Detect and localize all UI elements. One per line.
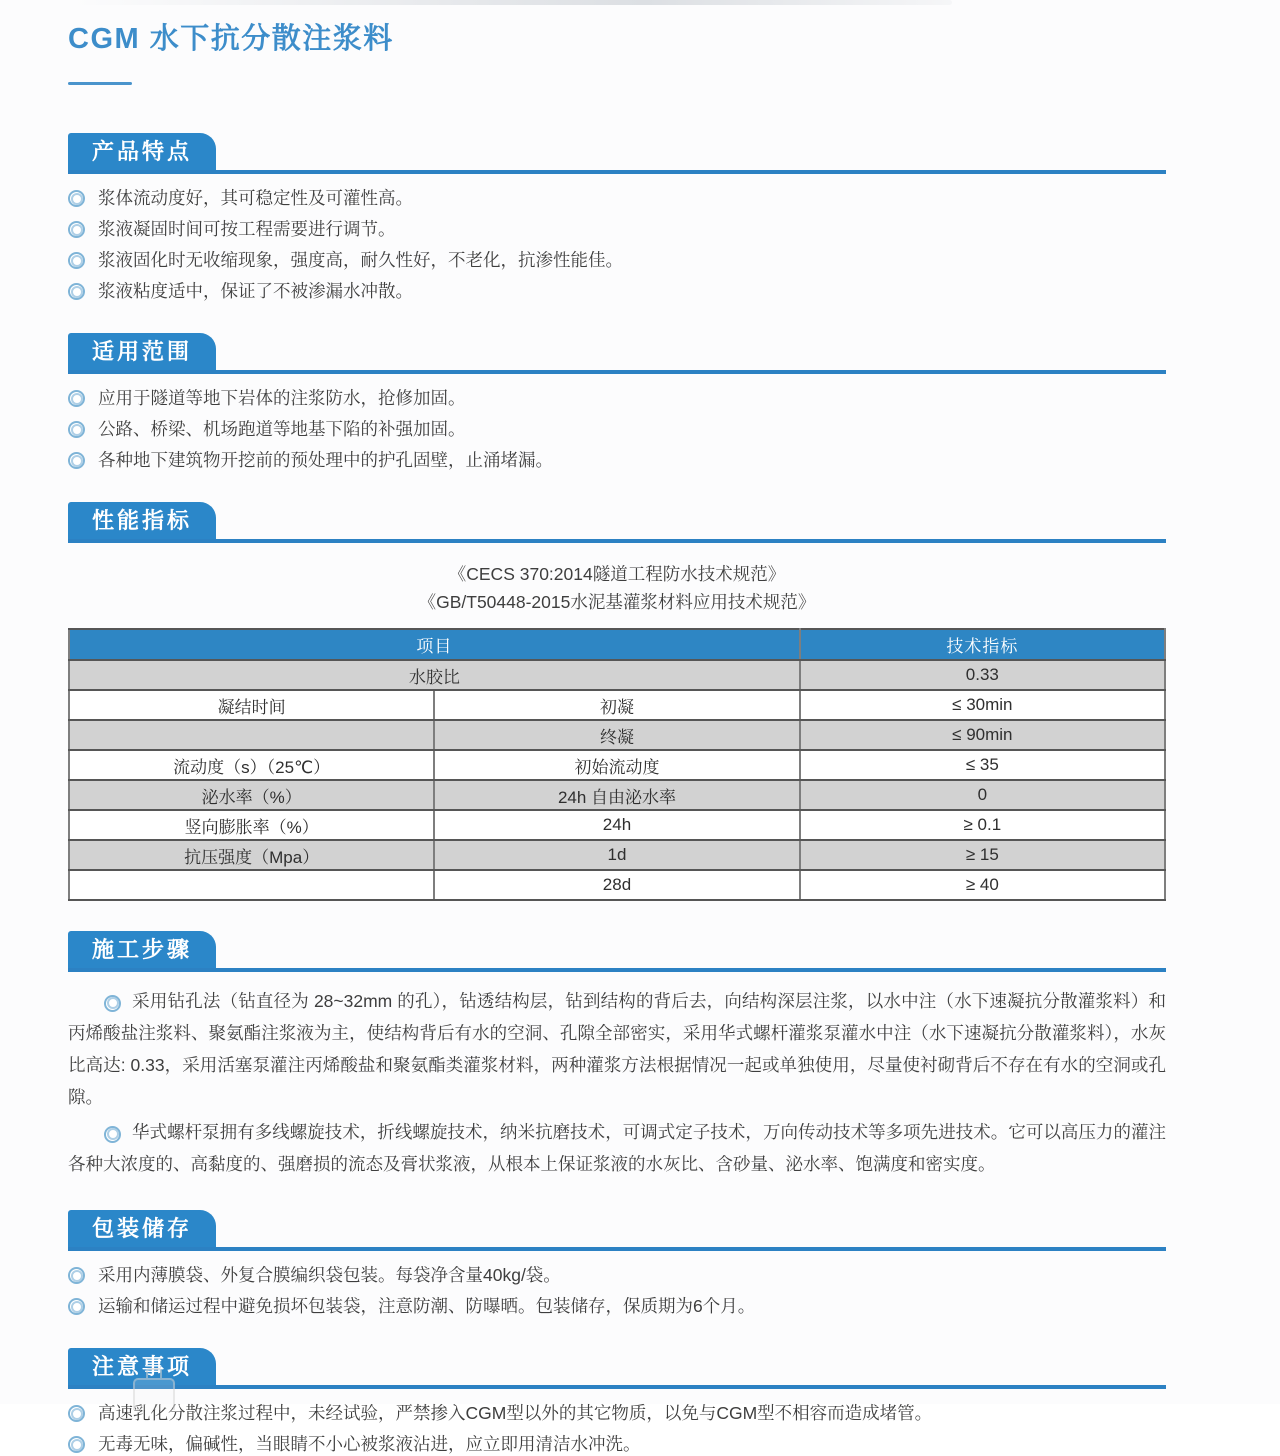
bullet-text: 浆液固化时无收缩现象，强度高，耐久性好，不老化，抗渗性能佳。 [98,250,623,270]
table-cell: 抗压强度（Mpa） [69,840,434,870]
bullet-text: 应用于隧道等地下岩体的注浆防水，抢修加固。 [98,388,466,408]
table-row [69,660,1165,690]
bullet-text: 浆液凝固时间可按工程需要进行调节。 [98,219,396,239]
table-cell: 终凝 [434,720,799,750]
table-cell: 24h [434,810,799,840]
circle-bullet-icon [68,283,85,300]
table-cell: 初始流动度 [434,750,799,780]
bottle-cap-outline [146,1368,162,1378]
section-header-rule [68,1348,1166,1389]
section-header-rule [68,133,1166,174]
section-header-rule [68,931,1166,972]
table-cell: 0.33 [800,660,1165,690]
table-cell: ≥ 15 [800,840,1165,870]
standard-reference: 《CECS 370:2014隧道工程防水技术规范》 [448,564,786,584]
section-packaging [68,1210,1166,1318]
performance-table [68,628,1166,901]
section-body [68,1251,1166,1318]
section-steps [68,931,1166,1180]
table-cell: 水胶比 [69,660,800,690]
section-heading-badge: 适用范围 [68,333,216,370]
table-row [69,750,1165,780]
bullet-item [68,449,1166,472]
circle-bullet-icon [104,1126,121,1143]
paragraph-text: 采用钻孔法（钻直径为 28~32mm 的孔），钻透结构层，钻到结构的背后去，向结构深层注浆，以水中注（水下速凝抗分散灌浆料）和丙烯酸盐注浆料、聚氨酯注浆液为主，使结构背后有水的空洞、孔隙全部密实，采用华式螺杆灌浆泵灌水中注（水下速凝抗分散灌浆料），水灰比高达: 0.33，采用活塞泵灌注丙烯酸盐和聚氨酯类灌浆材料，两种灌浆方法根据情况一起或单独使用，尽量使衬砌背后不存在有水的空洞或孔隙。 [68,991,1166,1107]
circle-bullet-icon [68,252,85,269]
table-row [69,840,1165,870]
bullet-item [68,249,1166,272]
circle-bullet-icon [68,421,85,438]
table-row [69,720,1165,750]
table-row [69,780,1165,810]
bullet-item [68,1264,1166,1287]
scan-artifact [72,0,952,5]
section-heading-badge: 产品特点 [68,133,216,170]
circle-bullet-icon [68,1436,85,1453]
circle-bullet-icon [68,452,85,469]
section-body [68,174,1166,303]
circle-bullet-icon [68,221,85,238]
title-underline [68,82,132,85]
bullet-item [68,218,1166,241]
table-row [69,810,1165,840]
table-cell: 竖向膨胀率（%） [69,810,434,840]
section-performance [68,502,1166,901]
bullet-item [68,280,1166,303]
table-cell: ≤ 90min [800,720,1165,750]
standard-reference: 《GB/T50448-2015水泥基灌浆材料应用技术规范》 [418,592,816,612]
section-heading-badge: 包装储存 [68,1210,216,1247]
section-body [68,972,1166,1180]
circle-bullet-icon [68,390,85,407]
table-header-cell: 技术指标 [800,629,1165,660]
bullet-text: 各种地下建筑物开挖前的预处理中的护孔固壁，止涌堵漏。 [98,450,553,470]
section-header-rule [68,502,1166,543]
standards-block [68,560,1166,616]
circle-bullet-icon [68,1267,85,1284]
section-header-rule [68,333,1166,374]
circle-bullet-icon [68,1298,85,1315]
sections-container [68,133,1166,1456]
bottle-watermark [128,1368,180,1412]
section-body [68,543,1166,901]
table-cell: 初凝 [434,690,799,720]
section-notes [68,1348,1166,1456]
bullet-text: 浆体流动度好，其可稳定性及可灌性高。 [98,188,413,208]
table-header-row [69,629,1165,660]
circle-bullet-icon [104,995,121,1012]
paragraph-text: 华式螺杆泵拥有多线螺旋技术，折线螺旋技术，纳米抗磨技术，可调式定子技术，万向传动技术等多项先进技术。它可以高压力的灌注各种大浓度的、高黏度的、强磨损的流态及膏状浆液，从根本上保证浆液的水灰比、含砂量、泌水率、饱满度和密实度。 [68,1122,1166,1174]
section-heading-badge: 性能指标 [68,502,216,539]
section-body [68,374,1166,472]
page-title: CGM 水下抗分散注浆料 [68,23,394,55]
section-body [68,1389,1166,1456]
table-cell: 凝结时间 [69,690,434,720]
table-cell [69,870,434,900]
paragraph [68,1116,1166,1180]
bullet-text: 无毒无味，偏碱性，当眼睛不小心被浆液沾进，应立即用清洁水冲洗。 [98,1434,641,1454]
bullet-item [68,187,1166,210]
bullet-text: 高速乳化分散注浆过程中，未经试验，严禁掺入CGM型以外的其它物质，以免与CGM型不相容而造成堵管。 [98,1403,933,1423]
bullet-text: 采用内薄膜袋、外复合膜编织袋包装。每袋净含量40kg/袋。 [98,1265,561,1285]
table-cell [69,720,434,750]
bullet-item [68,1402,1166,1425]
section-header-rule [68,1210,1166,1251]
table-cell: 流动度（s）（25℃） [69,750,434,780]
table-cell: ≥ 0.1 [800,810,1165,840]
section-heading-badge: 施工步骤 [68,931,216,968]
paragraph [68,985,1166,1113]
bullet-text: 公路、桥梁、机场跑道等地基下陷的补强加固。 [98,419,466,439]
bullet-text: 运输和储运过程中避免损坏包装袋，注意防潮、防曝晒。包装储存，保质期为6个月。 [98,1296,756,1316]
table-cell: 24h 自由泌水率 [434,780,799,810]
circle-bullet-icon [68,1405,85,1422]
table-cell: 28d [434,870,799,900]
table-row [69,870,1165,900]
bullet-item [68,1295,1166,1318]
table-cell: ≥ 40 [800,870,1165,900]
table-cell: 1d [434,840,799,870]
table-row [69,690,1165,720]
table-cell: 泌水率（%） [69,780,434,810]
table-header-cell: 项目 [69,629,800,660]
section-features [68,133,1166,303]
bullet-text: 浆液粘度适中，保证了不被渗漏水冲散。 [98,281,413,301]
bullet-item [68,418,1166,441]
bullet-item [68,387,1166,410]
table-cell: 0 [800,780,1165,810]
section-heading-badge: 注意事项 [68,1348,216,1385]
table-cell: ≤ 35 [800,750,1165,780]
table-cell: ≤ 30min [800,690,1165,720]
section-scope [68,333,1166,472]
bullet-item [68,1433,1166,1456]
circle-bullet-icon [68,190,85,207]
bottle-body-outline [133,1378,175,1410]
